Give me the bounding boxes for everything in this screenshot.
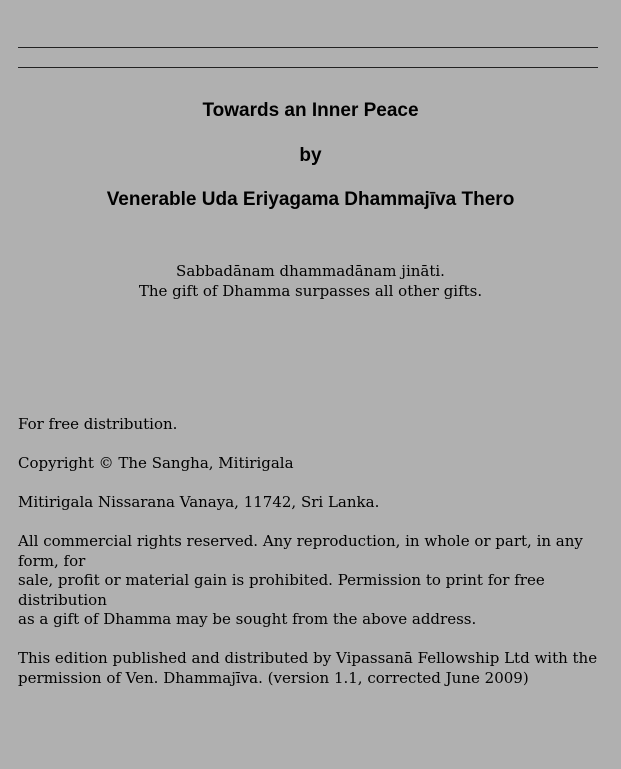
edition-line-1: This edition published and distributed by Vipassanā Fellowship Ltd with the [18, 649, 598, 667]
second-divider-rule [18, 67, 598, 68]
rights-line-2: sale, profit or material gain is prohibited. Permission to print for free distribution [18, 571, 545, 609]
epigraph-translation-line: The gift of Dhamma surpasses all other gifts. [138, 282, 483, 300]
edition-line-2: permission of Ven. Dhammajīva. (version 1.1, corrected June 2009) [18, 668, 529, 687]
author-name: Venerable Uda Eriyagama Dhammajīva Thero [106, 189, 515, 210]
epigraph-pali-line: Sabbadānam dhammadānam jināti. [176, 262, 445, 280]
rights-line-1: All commercial rights reserved. Any reproduction, in whole or part, in any form, for [18, 532, 583, 570]
rights-line-3: as a gift of Dhamma may be sought from the above address. [18, 610, 477, 628]
publisher-address: Mitirigala Nissarana Vanaya, 11742, Sri Lanka. [18, 493, 380, 511]
epigraph [0, 261, 621, 301]
top-divider-rule [18, 47, 598, 48]
by-line: by [299, 145, 322, 166]
copyright-notice: Copyright © The Sangha, Mitirigala [18, 454, 294, 472]
edition-note [18, 649, 608, 688]
free-distribution-note: For free distribution. [18, 415, 178, 433]
rights-statement [18, 532, 608, 630]
book-title: Towards an Inner Peace [202, 100, 419, 121]
